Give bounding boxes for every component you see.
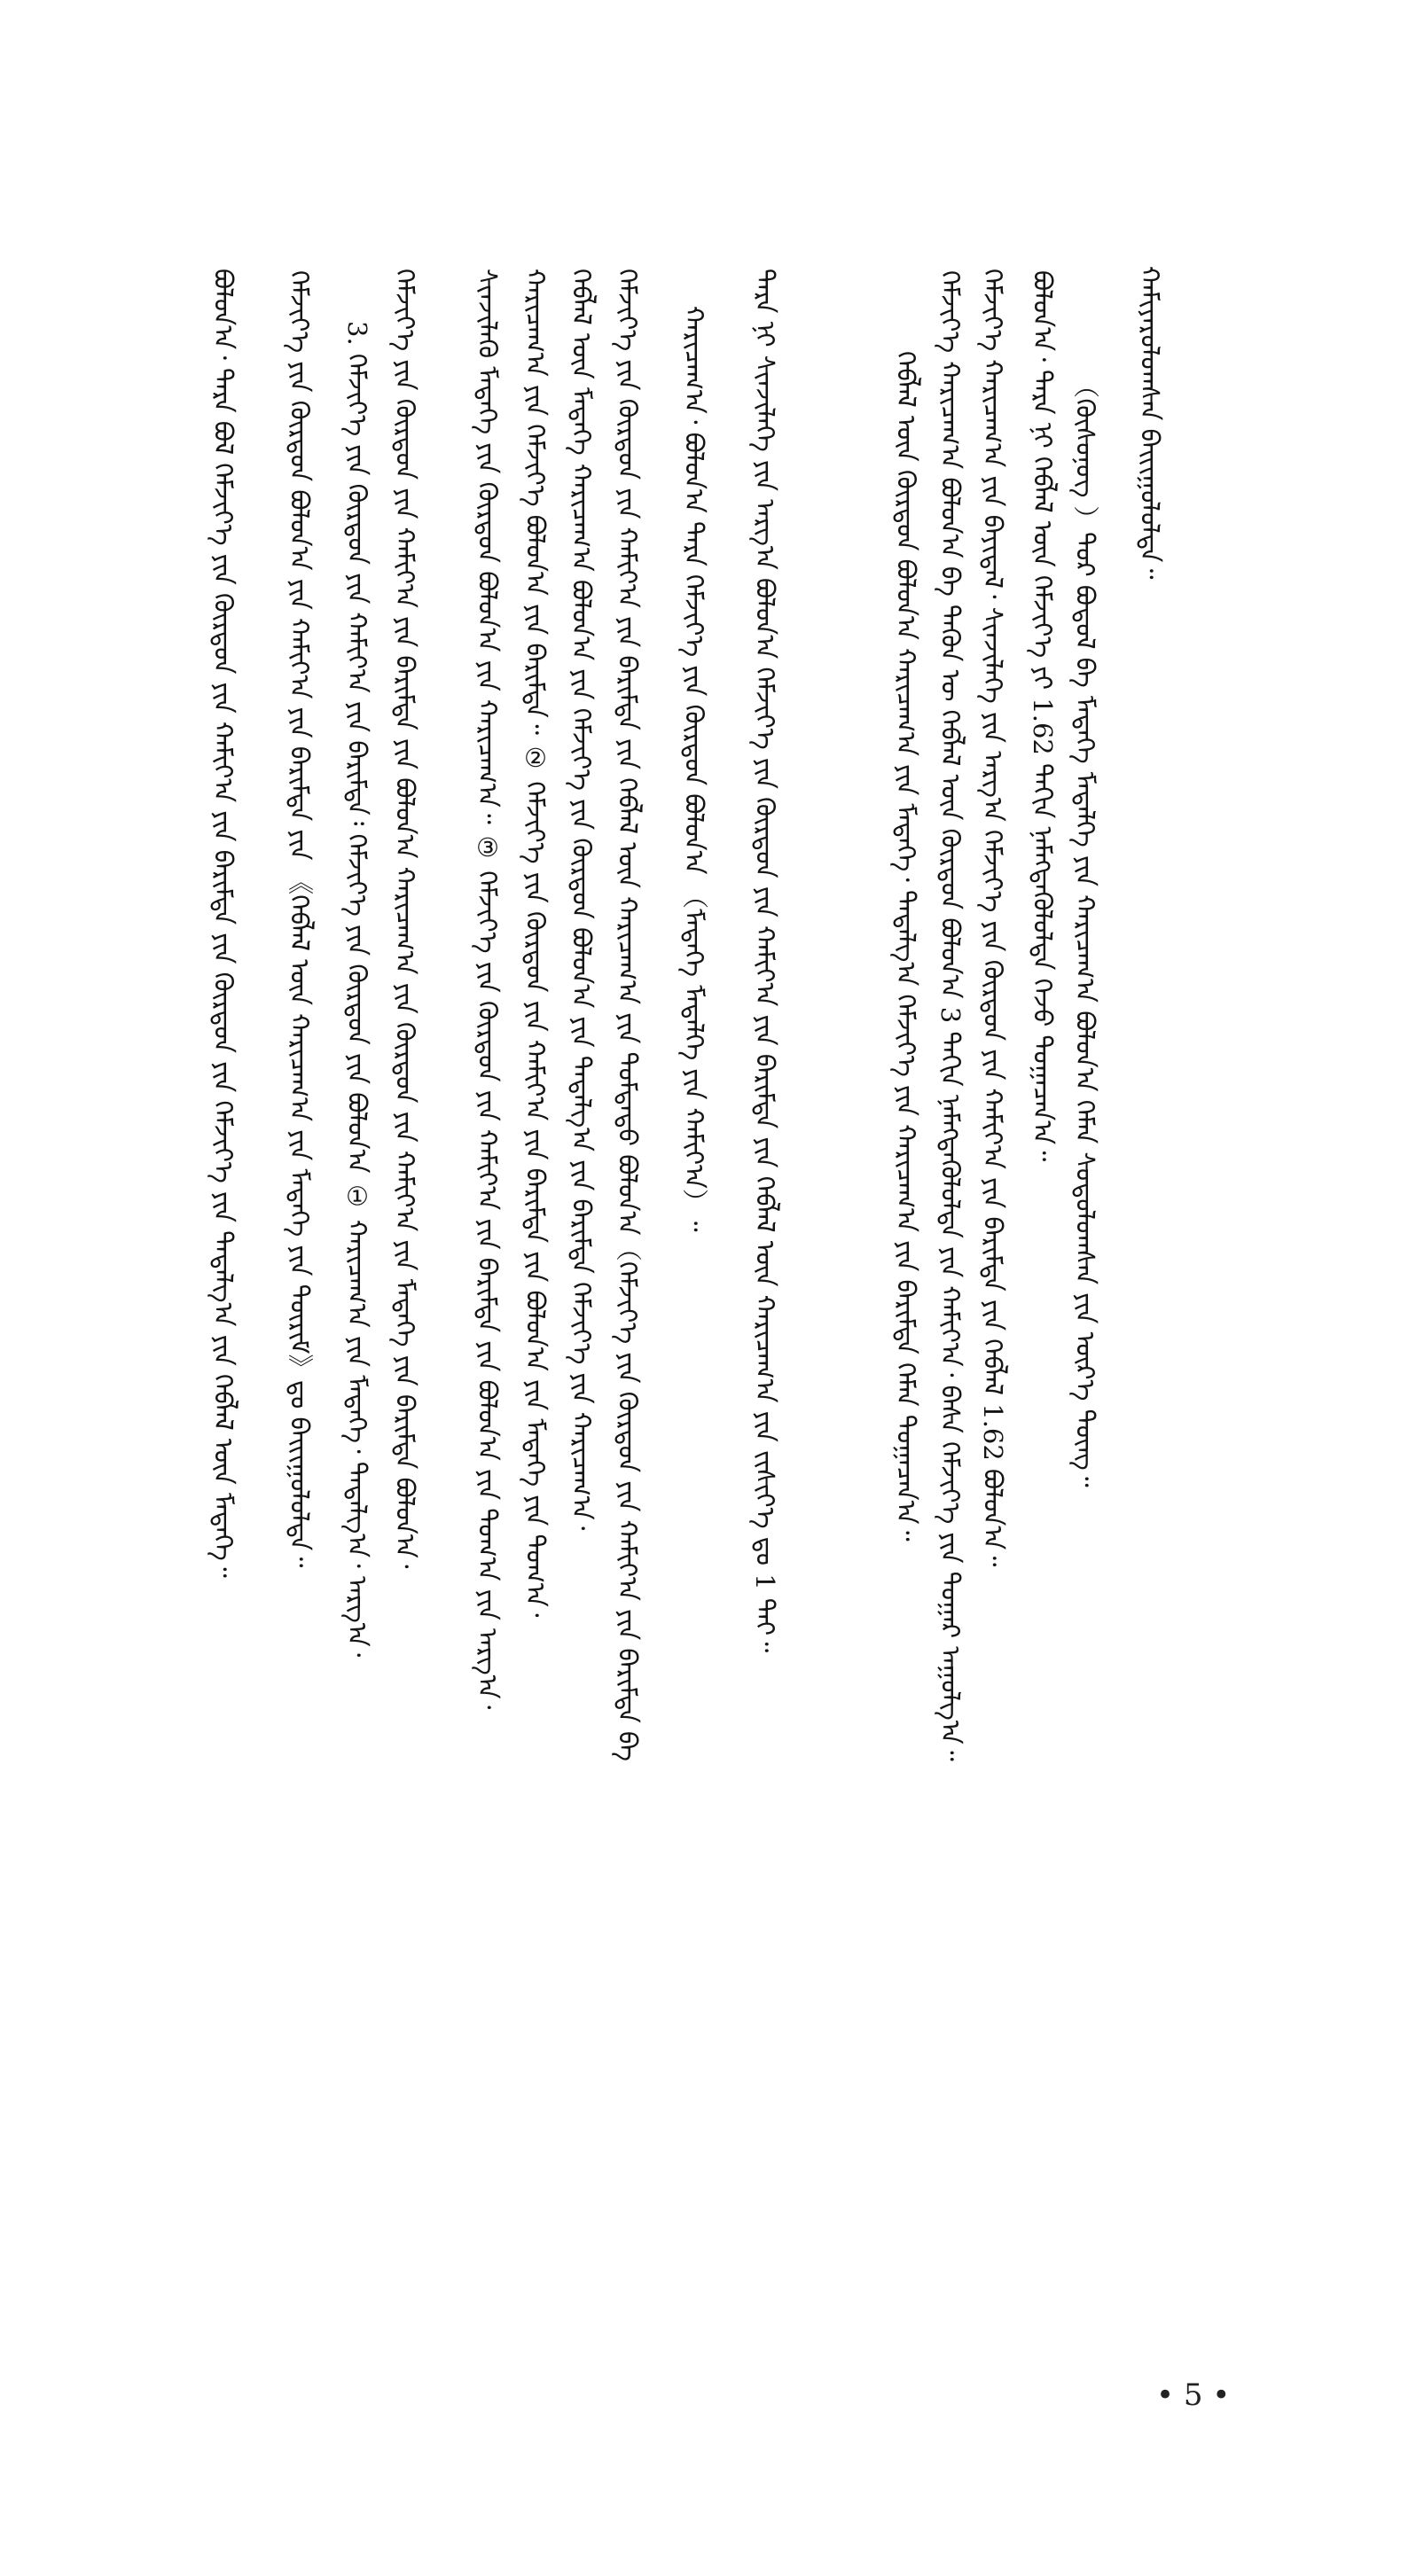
text-column-1: ᠬᠠᠮᠢᠶᠠᠷᠤᠯᠤᠭᠰᠠᠨ ᠪᠠᠢᠢᠭᠤᠯᠤᠯᠳᠠ᠃ bbox=[1135, 266, 1165, 580]
text-column-12: ᠰᠢᠨᠵᠢᠯᠡᠬᠦ ᠮᠡᠳᠡᠭᠡ ᠶᠢᠨ ᠬᠦᠷᠳᠦᠨ ᠪᠣᠯᠤᠨ᠎ᠠ ᠶᠢᠨ ᠬᠠᠷᠢᠴᠠᠭ᠎ᠠ᠃ ③ ᠬᠡᠮᠵᠢᠶ᠎ᠡ ᠶᠢᠨ ᠬᠦᠷᠳᠦᠨ ᠶᠢᠨ ᠬᠠᠮᠢᠶ᠎ᠠ ᠶᠢᠨ ᠪᠠᠷᠢᠮᠲᠠ ᠶᠢᠨ ᠪᠣᠯᠤᠨ᠎ᠠ ᠶᠢᠨ ᠲᠣᠭ᠎ᠠ ᠶᠢᠨ ᠠᠷᠭ᠎ᠠ᠂ bbox=[473, 269, 503, 1710]
text-column-16: ᠪᠣᠯᠤᠨ᠎ᠠ᠂ ᠲᠡᠷᠡ ᠪᠣᠯ ᠬᠡᠮᠵᠢᠶ᠎ᠡ ᠶᠢᠨ ᠬᠦᠷᠳᠦᠨ ᠶᠢᠨ ᠬᠠᠮᠢᠶ᠎ᠠ ᠶᠢᠨ ᠪᠠᠷᠢᠮᠲᠠ ᠶᠢᠨ ᠬᠦᠷᠳᠦᠨ ᠶᠢᠨ ᠬᠡᠮᠵᠢᠶ᠎ᠡ ᠶᠢᠨ ᠲᠠᠲᠠᠯᠭ᠎ᠠ ᠶᠢᠨ ᠬᠡᠪᠯᠡᠯ ᠦᠨ ᠮᠡᠳᠡᠭᠡ᠃ bbox=[208, 269, 239, 1578]
text-column-11: ᠬᠠᠷᠢᠴᠠᠭ᠎ᠠ ᠶᠢᠨ ᠬᠡᠮᠵᠢᠶ᠎ᠡ ᠪᠣᠯᠤᠨ᠎ᠠ ᠶᠢᠨ ᠪᠠᠷᠢᠮᠲᠠ᠃ ② ᠬᠡᠮᠵᠢᠶ᠎ᠡ ᠶᠢᠨ ᠬᠦᠷᠳᠦᠨ ᠶᠢᠨ ᠬᠠᠮᠢᠶ᠎ᠠ ᠶᠢᠨ ᠪᠠᠷᠢᠮᠲᠠ ᠶᠢᠨ ᠪᠣᠯᠤᠨ᠎ᠠ ᠶᠢᠨ ᠮᠡᠳᠡᠭᠡ ᠶᠢᠨ ᠲᠣᠭ᠎ᠠ᠂ bbox=[520, 269, 551, 1618]
text-column-2: （ᠬᠦᠰᠦᠨᠦᠭ ）ᠲᠤᠷ ᠪᠣᠳᠤᠯ ᠪᠠ ᠮᠡᠳᠡᠭᠡ ᠮᠡᠳᠡᠯᠭᠡ ᠶᠢᠨ ᠬᠠᠷᠢᠴᠠᠭ᠎ᠠ ᠪᠣᠯᠤᠨ᠎ᠠ ᠬᠡᠮᠡᠨ ᠰᠤᠳᠤᠯᠤᠭᠰᠠᠨ ᠶᠢᠨ ᠦᠷ᠎ᠡ ᠳᠦᠩ᠃ bbox=[1070, 372, 1100, 1487]
text-column-15: ᠬᠡᠮᠵᠢᠶ᠎ᠡ ᠶᠢᠨ ᠬᠦᠷᠳᠦᠨ ᠪᠣᠯᠤᠨ᠎ᠠ ᠶᠢᠨ ᠬᠠᠮᠢᠶ᠎ᠠ ᠶᠢᠨ ᠪᠠᠷᠢᠮᠲᠠ ᠶᠢᠨ 《ᠬᠡᠪᠯᠡᠯ ᠦᠨ ᠬᠠᠷᠢᠴᠠᠭ᠎ᠠ ᠶᠢᠨ ᠮᠡᠳᠡᠭᠡ ᠶᠢᠨ ᠳᠦᠷᠢᠮ》ᠳᠤ ᠪᠠᠢᠢᠭᠤᠯᠤᠯᠳᠠ᠃ bbox=[285, 270, 315, 1568]
text-column-5: ᠬᠡᠮᠵᠢᠶ᠎ᠡ ᠬᠠᠷᠢᠴᠠᠭ᠎ᠠ ᠪᠣᠯᠤᠨ᠎ᠠ ᠪᠠ ᠲᠡᠭᠦᠨ ᠦ ᠬᠡᠪᠯᠡᠯ ᠦᠨ ᠬᠦᠷᠳᠦᠨ ᠪᠣᠯᠤᠨ᠎ᠠ 3 ᠳᠠᠬᠢᠨ ᠨᠡᠮᠡᠭᠳᠡᠭᠦᠯᠦᠯᠳᠡ ᠶᠢᠨ ᠬᠠᠮᠢᠶ᠎ᠠ᠂ ᠪᠠᠰᠠ ᠬᠡᠮᠵᠢᠶ᠎ᠡ ᠶᠢᠨ ᠲᠤᠭᠠᠷ ᠠᠭᠤᠯᠭ᠎ᠠ᠃ bbox=[935, 270, 966, 1761]
text-column-9: ᠬᠡᠮᠵᠢᠶ᠎ᠡ ᠶᠢᠨ ᠬᠦᠷᠳᠦᠨ ᠶᠢᠨ ᠬᠠᠮᠢᠶ᠎ᠠ ᠶᠢᠨ ᠪᠠᠷᠢᠮᠲᠠ ᠶᠢᠨ ᠬᠡᠪᠯᠡᠯ ᠦᠨ ᠬᠠᠷᠢᠴᠠᠭ᠎ᠠ ᠶᠢᠨ ᠳᠤᠮᠳᠠᠳᠤ ᠪᠣᠯᠤᠨ᠎ᠠ（ᠬᠡᠮᠵᠢᠶ᠎ᠡ ᠶᠢᠨ ᠬᠦᠷᠳᠦᠨ ᠶᠢᠨ ᠬᠠᠮᠢᠶ᠎ᠠ ᠶᠢᠨ ᠪᠠᠷᠢᠮᠲᠠ ᠪᠠ bbox=[613, 269, 643, 1761]
page-number: • 5 • bbox=[1156, 2377, 1231, 2413]
text-column-6: ᠬᠡᠪᠯᠡᠯ ᠦᠨ ᠬᠦᠷᠳᠦᠨ ᠪᠣᠯᠤᠨ᠎ᠠ ᠬᠠᠷᠢᠴᠠᠭ᠎ᠠ ᠶᠢᠨ ᠮᠡᠳᠡᠭᠡ᠂ ᠲᠠᠲᠠᠯᠭ᠎ᠠ ᠬᠡᠮᠵᠢᠶ᠎ᠡ ᠶᠢᠨ ᠬᠠᠷᠢᠴᠠᠭ᠎ᠠ ᠶᠢᠨ ᠪᠠᠷᠢᠮᠲᠠ ᠬᠡᠮᠡᠨ ᠲᠣᠭᠠᠴᠠᠨ᠎ᠠ᠃ bbox=[891, 351, 921, 1542]
text-column-4: ᠬᠡᠮᠵᠢᠶ᠎ᠡ ᠬᠠᠷᠢᠴᠠᠭ᠎ᠠ ᠶᠢᠨ ᠪᠠᠶᠢᠳᠠᠯ᠂ ᠰᠢᠨᠵᠢᠯᠡᠭᠡ ᠶᠢᠨ ᠠᠷᠭ᠎ᠠ ᠬᠡᠮᠵᠢᠶ᠎ᠡ ᠶᠢᠨ ᠬᠦᠷᠳᠦᠨ ᠶᠢᠨ ᠬᠠᠮᠢᠶ᠎ᠠ ᠶᠢᠨ ᠪᠠᠷᠢᠮᠲᠠ ᠶᠢᠨ ᠬᠡᠪᠯᠡᠯ 1.62 ᠪᠣᠯᠤᠨ᠎ᠠ᠃ bbox=[978, 269, 1008, 1567]
text-column-13: ᠬᠡᠮᠵᠢᠶ᠎ᠡ ᠶᠢᠨ ᠬᠦᠷᠳᠦᠨ ᠶᠢᠨ ᠬᠠᠮᠢᠶ᠎ᠠ ᠶᠢᠨ ᠪᠠᠷᠢᠮᠲᠠ ᠶᠢᠨ ᠪᠣᠯᠤᠨ᠎ᠠ ᠬᠠᠷᠢᠴᠠᠭ᠎ᠠ ᠶᠢᠨ ᠬᠦᠷᠳᠦᠨ ᠶᠢᠨ ᠬᠠᠮᠢᠶ᠎ᠠ ᠶᠢᠨ ᠮᠡᠳᠡᠭᠡ ᠶᠢᠨ ᠪᠠᠷᠢᠮᠲᠠ ᠪᠣᠯᠤᠨ᠎ᠠ᠂ bbox=[390, 269, 420, 1569]
text-column-3: ᠪᠣᠯᠤᠨ᠎ᠠ᠂ ᠲᠡᠷᠡ ᠨᠢ ᠬᠡᠪᠯᠡᠯ ᠦᠨ ᠬᠡᠮᠵᠢᠶ᠎ᠡ ᠶᠢ 1.62 ᠳᠠᠬᠢᠨ ᠨᠡᠮᠡᠭᠳᠡᠭᠦᠯᠦᠯᠳᠡ ᠭᠡᠵᠦ ᠲᠣᠭᠠᠴᠠᠨ᠎ᠠ᠃ bbox=[1028, 270, 1058, 1162]
text-column-10: ᠬᠡᠪᠯᠡᠯ ᠦᠨ ᠮᠡᠳᠡᠭᠡ ᠬᠠᠷᠢᠴᠠᠭ᠎ᠠ ᠪᠣᠯᠤᠨ᠎ᠠ ᠶᠢᠨ ᠬᠡᠮᠵᠢᠶ᠎ᠡ ᠶᠢᠨ ᠬᠦᠷᠳᠦᠨ ᠪᠣᠯᠤᠨ᠎ᠠ ᠶᠢᠨ ᠲᠠᠲᠠᠯᠭ᠎ᠠ ᠶᠢᠨ ᠪᠠᠷᠢᠮᠲᠠ ᠬᠡᠮᠵᠢᠶ᠎ᠡ ᠶᠢᠨ ᠬᠠᠷᠢᠴᠠᠭ᠎ᠠ᠂ bbox=[567, 269, 597, 1531]
text-column-8: ᠬᠠᠷᠢᠴᠠᠭ᠎ᠠ᠂ ᠪᠣᠯᠤᠨ᠎ᠠ ᠲᠡᠷᠡ ᠬᠡᠮᠵᠢᠶ᠎ᠡ ᠶᠢᠨ ᠬᠦᠷᠳᠦᠨ ᠪᠣᠯᠤᠨ᠎ᠠ （ᠮᠡᠳᠡᠭᠡ ᠮᠡᠳᠡᠯᠭᠡ ᠶᠢᠨ ᠬᠠᠮᠢᠶ᠎ᠠ）᠃ bbox=[679, 306, 709, 1232]
text-column-7: ᠲᠡᠷᠡ ᠨᠢ ᠰᠢᠨᠵᠢᠯᠡᠭᠡ ᠶᠢᠨ ᠠᠷᠭ᠎ᠠ ᠪᠣᠯᠤᠨ᠎ᠠ ᠬᠡᠮᠵᠢᠶ᠎ᠡ ᠶᠢᠨ ᠬᠦᠷᠳᠦᠨ ᠶᠢᠨ ᠬᠠᠮᠢᠶ᠎ᠠ ᠶᠢᠨ ᠪᠠᠷᠢᠮᠲᠠ ᠶᠢᠨ ᠬᠡᠪᠯᠡᠯ ᠦᠨ ᠬᠠᠷᠢᠴᠠᠭ᠎ᠠ ᠶᠢᠨ ᠵᠢᠱᠢᠶ᠎ᠡ ᠳᠤ 1 ᠲᠠᠢ᠃ bbox=[750, 269, 780, 1653]
text-column-14: 3. ᠬᠡᠮᠵᠢᠶ᠎ᠡ ᠶᠢᠨ ᠬᠦᠷᠳᠦᠨ ᠶᠢᠨ ᠬᠠᠮᠢᠶ᠎ᠠ ᠶᠢᠨ ᠪᠠᠷᠢᠮᠲᠠ᠄ ᠬᠡᠮᠵᠢᠶ᠎ᠡ ᠶᠢᠨ ᠬᠦᠷᠳᠦᠨ ᠶᠢᠨ ᠪᠣᠯᠤᠨ᠎ᠠ ① ᠬᠠᠷᠢᠴᠠᠭ᠎ᠠ ᠶᠢᠨ ᠮᠡᠳᠡᠭᠡ᠂ ᠲᠠᠲᠠᠯᠭ᠎ᠠ᠂ ᠠᠷᠭ᠎ᠠ᠂ bbox=[342, 321, 372, 1658]
